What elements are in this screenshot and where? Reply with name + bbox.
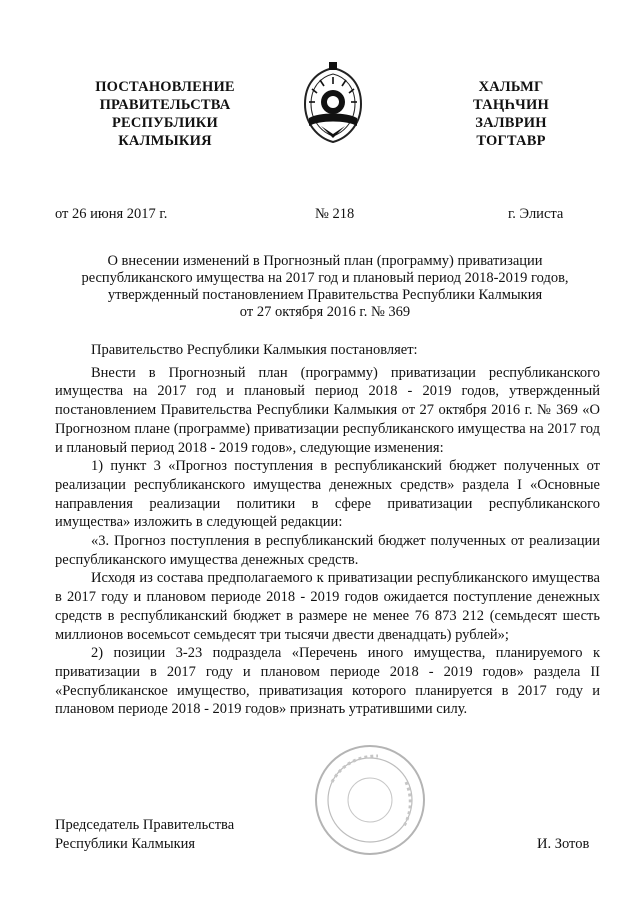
body-paragraph: 1) пункт 3 «Прогноз поступления в республиканский бюджет полученных от реализации республиканского имущества денежных средств» раздела I «Основные направления реализации политики в сфере приватизации республиканского имущества» изложить в следующей редакции: (55, 458, 600, 531)
body-paragraph: 2) позиции 3-23 подраздела «Перечень иного имущества, планируемого к приватизации в 2017 году и плановом периоде 2018 - 2019 годов» раздела II «Республиканское имущество, приватизация которого планируется в 2017 году и плановом периоде 2018 - 2019 годов» признать утратившими силу. (55, 645, 600, 718)
document-body (55, 341, 600, 719)
body-paragraph: «3. Прогноз поступления в республиканский бюджет полученных от реализации республиканского имущества денежных средств. (55, 533, 600, 568)
title-line: утвержденный постановлением Правительства Республики Калмыкия (107, 287, 543, 303)
body-paragraph-intro: Правительство Республики Калмыкия постановляет: (91, 342, 418, 358)
kalmykia-emblem-icon (295, 62, 371, 146)
title-line: республиканского имущества на 2017 год и плановый период 2018-2019 годов, (81, 270, 569, 286)
document-date: от 26 июня 2017 г. (55, 206, 168, 222)
body-paragraph: Исходя из состава предполагаемого к приватизации республиканского имущества в 2017 году и плановом периоде 2018 - 2019 годов ожидается поступление денежных средств в республиканский бюджет в размере не менее 76 873 212 (семьдесят шесть миллионов восемьсот семьдесят три тысячи двести двенадцать) рублей»; (55, 570, 600, 643)
title-line: О внесении изменений в Прогнозный план (программу) приватизации (107, 253, 543, 269)
header-left-line: РЕСПУБЛИКИ (111, 115, 219, 131)
signature-position-line: Республики Калмыкия (55, 836, 196, 852)
header-left-line: ПОСТАНОВЛЕНИЕ (95, 79, 235, 95)
header-right-title (448, 78, 574, 150)
official-seal-icon (312, 742, 428, 858)
document-number: № 218 (315, 206, 355, 222)
header-left-line: КАЛМЫКИЯ (118, 133, 212, 149)
header-right-line: ТОГТАВР (476, 133, 546, 149)
body-paragraph: Внести в Прогнозный план (программу) приватизации республиканского имущества на 2017 год и плановый период 2018 - 2019 годов, утвержденный постановлением Правительства Республики Калмыкия от 27 октября 2016 г. № 369 «О Прогнозном плане (программе) приватизации республиканского имущества на 2017 год и плановый период 2018 - 2019 годов», следующие изменения: (55, 364, 600, 456)
header-left-title (70, 78, 260, 150)
header-right-line: ХАЛЬМГ (478, 79, 544, 95)
header-right-line: ЗАЛВРИН (475, 115, 547, 131)
header-left-line: ПРАВИТЕЛЬСТВА (99, 97, 231, 113)
signature-position-line: Председатель Правительства (55, 817, 235, 833)
document-title (60, 253, 590, 321)
title-line: от 27 октября 2016 г. № 369 (239, 304, 411, 320)
header-right-line: ТАҢҺЧИН (473, 97, 549, 113)
signature-position (55, 816, 234, 854)
signature-name: И. Зотов (537, 836, 590, 852)
document-city: г. Элиста (508, 206, 564, 222)
